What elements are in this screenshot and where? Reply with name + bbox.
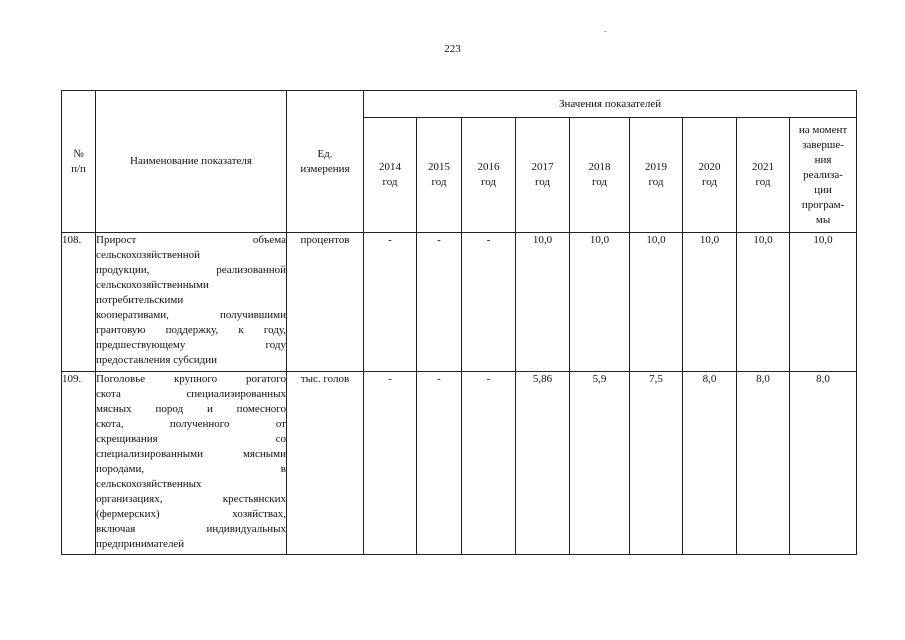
header-year-sub: год bbox=[648, 176, 664, 188]
indicator-name-line: сельскохозяйственной bbox=[96, 249, 201, 261]
value-cell: 10,0 bbox=[790, 233, 857, 372]
indicator-name-line: предпринимателей bbox=[96, 538, 185, 550]
value-cell: 10,0 bbox=[737, 233, 790, 372]
indicator-name-line: специализированными мясными bbox=[96, 448, 286, 460]
indicator-name-line: (фермерских) хозяйствах, bbox=[96, 508, 286, 520]
indicator-name-line: Прирост объема bbox=[96, 234, 286, 246]
header-year-sub: год bbox=[755, 176, 771, 188]
value-cell: 8,0 bbox=[790, 372, 857, 555]
indicator-name-line: скрещивания со bbox=[96, 433, 286, 445]
page-number: 223 bbox=[444, 43, 461, 55]
header-unit bbox=[287, 91, 364, 233]
header-values-group: Значения показателей bbox=[364, 91, 857, 118]
header-year-sub: год bbox=[591, 176, 608, 188]
header-year-label: 2015 bbox=[428, 161, 450, 173]
value-cell: 10,0 bbox=[683, 233, 737, 372]
indicator-name bbox=[96, 233, 287, 372]
indicator-name-line: предшествующему году bbox=[96, 339, 286, 351]
indicator-name-line: кооперативами, получившими bbox=[96, 309, 286, 321]
table-row bbox=[62, 372, 857, 555]
value-cell: - bbox=[462, 372, 516, 555]
row-number: 109. bbox=[62, 372, 96, 555]
indicator-name bbox=[96, 372, 287, 555]
header-year-label: 2014 bbox=[379, 161, 401, 173]
header-year-2018 bbox=[570, 118, 630, 233]
value-cell: - bbox=[462, 233, 516, 372]
indicator-name-line: сельскохозяйственными bbox=[96, 279, 209, 291]
scan-artifact bbox=[604, 31, 607, 32]
value-cell: 8,0 bbox=[737, 372, 790, 555]
value-cell: - bbox=[417, 372, 462, 555]
header-year-label: 2020 bbox=[698, 161, 721, 173]
header-unit-line1: Ед. bbox=[317, 147, 333, 160]
unit-cell: тыс. голов bbox=[287, 372, 364, 555]
indicator-name-line: мясных пород и помесного bbox=[96, 403, 286, 415]
value-cell: 5,9 bbox=[570, 372, 630, 555]
row-number: 108. bbox=[62, 233, 96, 372]
header-name: Наименование показателя bbox=[96, 91, 287, 233]
value-cell: 8,0 bbox=[683, 372, 737, 555]
header-year-2015 bbox=[417, 118, 462, 233]
value-cell: 5,86 bbox=[516, 372, 570, 555]
header-year-label: 2019 bbox=[645, 161, 667, 173]
value-cell: - bbox=[417, 233, 462, 372]
header-moment-line: мы bbox=[815, 213, 831, 226]
indicator-name-line: скота, полученного от bbox=[96, 418, 286, 430]
indicator-name-line: Поголовье крупного рогатого bbox=[96, 373, 286, 385]
header-num bbox=[62, 91, 96, 233]
header-moment-line: програм- bbox=[801, 198, 845, 211]
header-year-label: 2017 bbox=[531, 161, 554, 173]
header-year-sub: год bbox=[534, 176, 551, 188]
value-cell: - bbox=[364, 233, 417, 372]
header-year-2020 bbox=[683, 118, 737, 233]
header-year-2017 bbox=[516, 118, 570, 233]
indicators-table bbox=[61, 90, 857, 555]
header-year-2019 bbox=[630, 118, 683, 233]
header-year-sub: год bbox=[431, 176, 447, 188]
value-cell: 7,5 bbox=[630, 372, 683, 555]
header-year-sub: год bbox=[480, 176, 497, 188]
header-unit-line2: измерения bbox=[300, 162, 350, 175]
value-cell: 10,0 bbox=[516, 233, 570, 372]
header-moment-line: на момент bbox=[798, 123, 848, 136]
header-year-2016 bbox=[462, 118, 516, 233]
value-cell: 10,0 bbox=[630, 233, 683, 372]
unit-cell: процентов bbox=[287, 233, 364, 372]
indicator-name-line: организациях, крестьянских bbox=[96, 493, 286, 505]
value-cell: - bbox=[364, 372, 417, 555]
header-year-label: 2021 bbox=[752, 161, 774, 173]
header-year-sub: год bbox=[382, 176, 398, 188]
header-moment-line: ния bbox=[814, 153, 832, 166]
table-header bbox=[62, 91, 857, 233]
indicator-name-line: грантовую поддержку, к году, bbox=[96, 324, 286, 336]
header-moment-line: реализа- bbox=[803, 168, 843, 181]
indicator-name-line: включая индивидуальных bbox=[96, 523, 286, 535]
indicator-name-line: продукции, реализованной bbox=[96, 264, 286, 276]
value-cell: 10,0 bbox=[570, 233, 630, 372]
header-moment-line: ции bbox=[814, 183, 832, 196]
header-num-line2: п/п bbox=[71, 162, 86, 175]
header-moment-line: заверше- bbox=[802, 138, 844, 151]
table-row bbox=[62, 233, 857, 372]
indicator-name-line: предоставления субсидии bbox=[96, 354, 218, 366]
header-year-sub: год bbox=[701, 176, 718, 188]
indicator-name-line: сельскохозяйственных bbox=[96, 478, 202, 490]
header-year-label: 2018 bbox=[588, 161, 611, 173]
table-body bbox=[62, 233, 857, 555]
indicator-name-line: скота специализированных bbox=[96, 388, 286, 400]
indicator-name-line: породами, в bbox=[96, 463, 286, 475]
header-year-label: 2016 bbox=[477, 161, 500, 173]
header-moment bbox=[790, 118, 857, 233]
indicator-name-line: потребительскими bbox=[96, 294, 184, 306]
header-year-2021 bbox=[737, 118, 790, 233]
header-num-line1: № bbox=[73, 147, 84, 160]
header-year-2014 bbox=[364, 118, 417, 233]
